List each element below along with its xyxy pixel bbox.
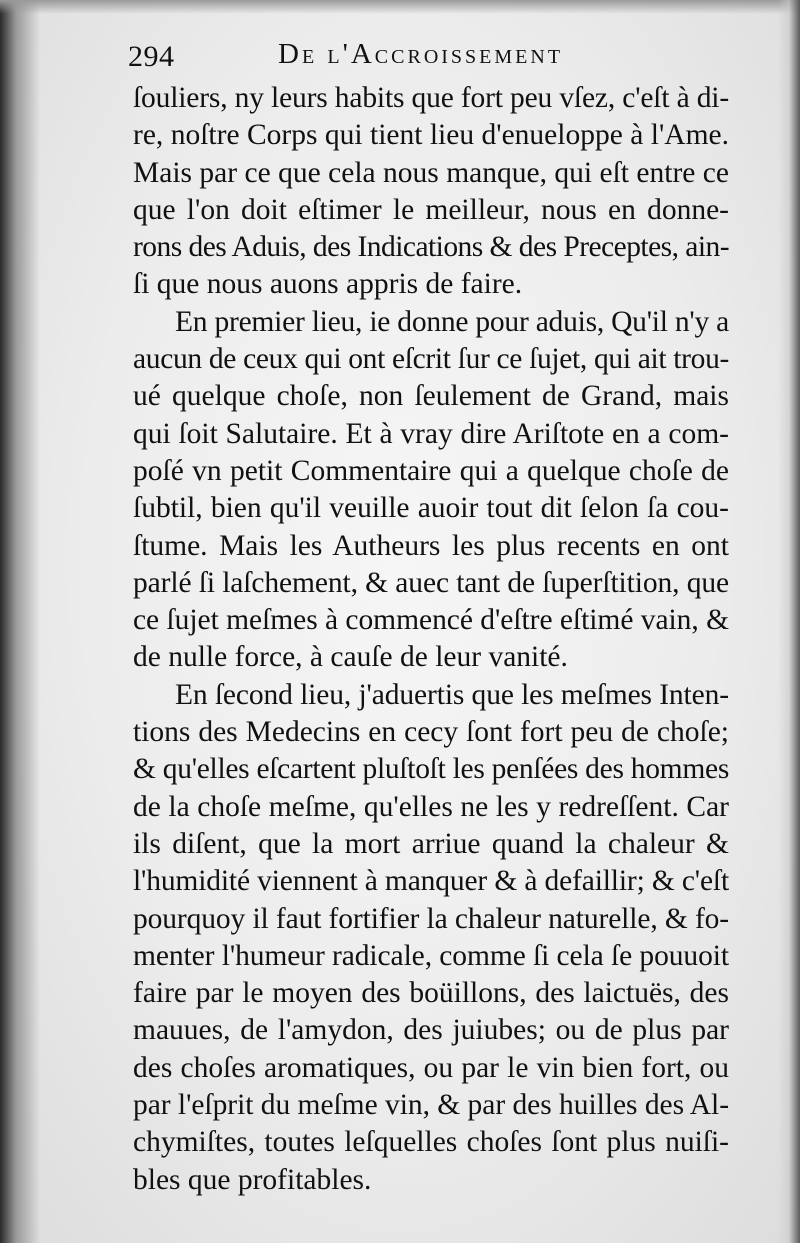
page-right-edge bbox=[778, 0, 800, 1243]
text-line: que l'on doit eſtimer le meilleur, nous en donne- bbox=[133, 193, 729, 226]
paragraph bbox=[133, 677, 729, 1199]
page-gutter-shadow bbox=[0, 0, 40, 1243]
text-line: parlé ſi laſchement, & auec tant de ſuperſtition, que bbox=[133, 566, 730, 599]
text-line: mauues, de l'amydon, des juiubes; ou de plus par bbox=[133, 1014, 729, 1047]
text-line: poſé vn petit Commentaire qui a quelque choſe de bbox=[133, 454, 729, 487]
text-line: rons des Aduis, des Indications & des Preceptes, ain- bbox=[133, 231, 729, 264]
text-line: de nulle force, à cauſe de leur vanité. bbox=[133, 641, 568, 674]
text-line: chymiſtes, toutes leſquelles choſes ſont plus nuiſi- bbox=[133, 1126, 729, 1159]
text-line: faire par le moyen des boüillons, des laictuës, des bbox=[133, 977, 729, 1010]
text-line: de la choſe meſme, qu'elles ne les y redreſſent. Car bbox=[133, 790, 729, 823]
text-line: tions des Medecins en cecy ſont fort peu de choſe; bbox=[133, 716, 729, 749]
text-line: par l'eſprit du meſme vin, & par des huilles des Al- bbox=[133, 1089, 729, 1122]
text-line: aucun de ceux qui ont eſcrit ſur ce ſujet, qui ait trou- bbox=[133, 343, 730, 376]
text-line: ſouliers, ny leurs habits que fort peu vſez, c'eſt à di- bbox=[133, 82, 730, 114]
body-text bbox=[133, 80, 729, 1199]
text-line: En premier lieu, ie donne pour aduis, Qu'il n'y a bbox=[175, 305, 729, 338]
text-line: pourquoy il faut fortifier la chaleur naturelle, & fo- bbox=[133, 902, 730, 935]
page-top-edge bbox=[0, 0, 800, 14]
text-line: des choſes aromatiques, ou par le vin bien fort, ou bbox=[133, 1051, 729, 1084]
text-line: ils diſent, que la mort arriue quand la chaleur & bbox=[133, 827, 729, 860]
running-title: De l'Accroissement bbox=[278, 38, 564, 70]
page-header bbox=[128, 34, 728, 80]
text-line: & qu'elles eſcartent pluſtoſt les penſées des hommes bbox=[133, 753, 730, 786]
text-line: menter l'humeur radicale, comme ſi cela ſe pouuoit bbox=[133, 939, 729, 972]
text-line: bles que profitables. bbox=[133, 1163, 372, 1196]
text-line: l'humidité viennent à manquer & à defaillir; & c'eſt bbox=[133, 865, 730, 898]
text-line: ſi que nous auons appris de faire. bbox=[133, 268, 523, 301]
page-number: 294 bbox=[128, 40, 175, 73]
text-line: ué quelque choſe, non ſeulement de Grand, mais bbox=[133, 380, 729, 413]
text-line: En ſecond lieu, j'aduertis que les meſmes Inten- bbox=[175, 678, 730, 711]
text-line: re, noſtre Corps qui tient lieu d'enueloppe à l'Ame. bbox=[133, 119, 729, 152]
text-line: Mais par ce que cela nous manque, qui eſt entre ce bbox=[133, 156, 729, 189]
text-line: ſtume. Mais les Autheurs les plus recents en ont bbox=[133, 529, 729, 562]
paragraph bbox=[133, 304, 729, 677]
text-line: ce ſujet meſmes à commencé d'eſtre eſtimé vain, & bbox=[133, 604, 729, 637]
paragraph bbox=[133, 80, 729, 304]
text-line: ſubtil, bien qu'il veuille auoir tout dit ſelon ſa cou- bbox=[133, 492, 729, 525]
text-line: qui ſoit Salutaire. Et à vray dire Ariſtote en a com- bbox=[133, 417, 729, 450]
